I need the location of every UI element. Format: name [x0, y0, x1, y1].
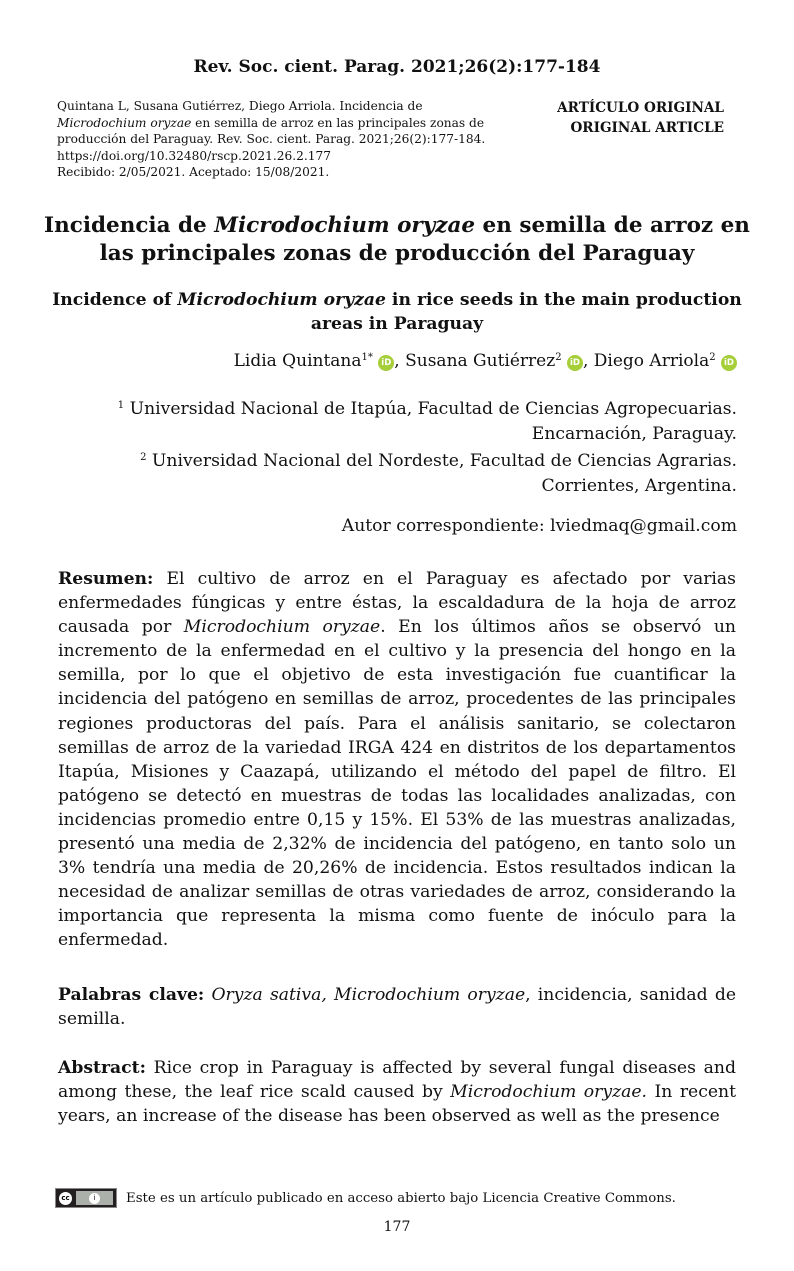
title-es-post: en semilla de arroz en las principales zonas de producción del Paraguay	[99, 213, 750, 266]
author-affiliation-mark: 2	[555, 352, 562, 363]
author-list	[234, 351, 737, 371]
affiliations	[57, 394, 737, 498]
resumen-section	[58, 567, 736, 953]
affiliation-1-line1: Universidad Nacional de Itapúa, Facultad de Ciencias Agropecuarias.	[124, 399, 737, 419]
orcid-icon[interactable]: iD	[721, 355, 737, 371]
citation-text-pre: Quintana L, Susana Gutiérrez, Diego Arriola. Incidencia de	[57, 99, 423, 113]
author-affiliation-mark: 1*	[361, 352, 373, 363]
page-number: 177	[383, 1219, 411, 1235]
orcid-icon[interactable]: iD	[378, 355, 394, 371]
abstract-text-1: Rice crop in Paraguay is affected by several fungal diseases and among these, the leaf rice scald caused by	[58, 1058, 736, 1103]
corresponding-author: Autor correspondiente: lviedmaq@gmail.com	[341, 516, 737, 536]
keywords-section	[58, 983, 736, 1031]
affiliation-mark: 2	[140, 452, 147, 463]
abstract-label: Abstract:	[58, 1058, 146, 1078]
author-name: Diego Arriola	[593, 351, 710, 371]
citation-block	[57, 98, 507, 181]
article-type-es: ARTÍCULO ORIGINAL	[557, 100, 724, 116]
resumen-text-1: El cultivo de arroz en el Paraguay es afectado por varias enfermedades fúngicas y entre éstas, la escaldadura de la hoja de arroz causada por	[58, 569, 736, 638]
affiliation-1	[57, 394, 737, 446]
by-attribution-icon	[76, 1191, 113, 1205]
keywords-rest: , incidencia, sanidad de semilla.	[58, 985, 736, 1030]
article-type-en: ORIGINAL ARTICLE	[570, 120, 724, 136]
affiliation-2-line1: Universidad Nacional del Nordeste, Facultad de Ciencias Agrarias.	[146, 451, 737, 471]
affiliation-2-line2: Corrientes, Argentina.	[541, 475, 737, 496]
article-type	[557, 98, 724, 138]
title-spanish	[40, 212, 754, 268]
keywords-label: Palabras clave:	[58, 985, 205, 1005]
orcid-icon[interactable]: iD	[567, 355, 583, 371]
abstract-species: Microdochium oryzae.	[450, 1082, 648, 1103]
affiliation-1-line2: Encarnación, Paraguay.	[531, 423, 737, 444]
author-name: Lidia Quintana	[233, 351, 362, 371]
citation-species: Microdochium oryzae	[57, 115, 192, 130]
title-en-post: in rice seeds in the main production areas in Paraguay	[310, 290, 742, 334]
title-en-pre: Incidence of	[52, 290, 178, 310]
resumen-text-2: . En los últimos años se observó un incremento de la enfermedad en el cultivo y la presencia del hongo en la semilla, por lo que el objetivo de esta investigación fue cuantificar la incidencia del patógeno en semillas de arroz, procedentes de las principales regiones productoras del país. Para el análisis sanitario, se colectaron semillas de arroz de la variedad IRGA 424 en distritos de los departamentos Itapúa, Misiones y Caazapá, utilizando el método del papel de filtro. El patógeno se detectó en muestras de todas las localidades analizadas, con incidencias promedio entre 0,15 y 15%. El 53% de las muestras analizadas, presentó una media de 2,32% de incidencia del patógeno, en tanto solo un 3% tendría una media de 20,26% de incidencia. Estos resultados indican la necesidad de analizar semillas de otras variedades de arroz, considerando la importancia que representa la misma como fuente de inóculo para la enfermedad.	[58, 617, 736, 951]
resumen-label: Resumen:	[58, 569, 154, 589]
doi-link[interactable]: https://doi.org/10.32480/rscp.2021.26.2.177	[57, 148, 332, 163]
person-icon: i	[89, 1193, 100, 1204]
author-separator: ,	[582, 351, 594, 371]
affiliation-mark: 1	[117, 400, 125, 411]
title-en-species: Microdochium oryzae	[177, 290, 386, 310]
title-es-species: Microdochium oryzae	[214, 213, 476, 238]
cc-by-license-icon[interactable]	[55, 1188, 117, 1208]
title-english	[50, 288, 744, 336]
author-affiliation-mark: 2	[709, 352, 716, 363]
journal-header: Rev. Soc. cient. Parag. 2021;26(2):177-184	[193, 57, 601, 77]
cc-logo-icon: cc	[59, 1192, 72, 1205]
abstract-section	[58, 1056, 736, 1128]
abstract-text-2: In recent years, an increase of the disease has been observed as well as the presence	[58, 1082, 736, 1127]
title-es-pre: Incidencia de	[44, 213, 215, 238]
license-notice	[55, 1188, 676, 1208]
received-accepted-dates: Recibido: 2/05/2021. Aceptado: 15/08/2021.	[57, 165, 330, 180]
affiliation-2	[57, 446, 737, 498]
resumen-species: Microdochium oryzae	[183, 617, 381, 638]
license-text: Este es un artículo publicado en acceso abierto bajo Licencia Creative Commons.	[126, 1190, 676, 1206]
keywords-italic: Oryza sativa, Microdochium oryzae	[204, 985, 526, 1005]
author-separator: ,	[394, 351, 406, 371]
citation-text-post: en semilla de arroz en las principales zonas de producción del Paraguay. Rev. Soc. cient. Parag. 2021;26(2):177-184.	[57, 115, 486, 147]
author-name: Susana Gutiérrez	[405, 351, 556, 371]
